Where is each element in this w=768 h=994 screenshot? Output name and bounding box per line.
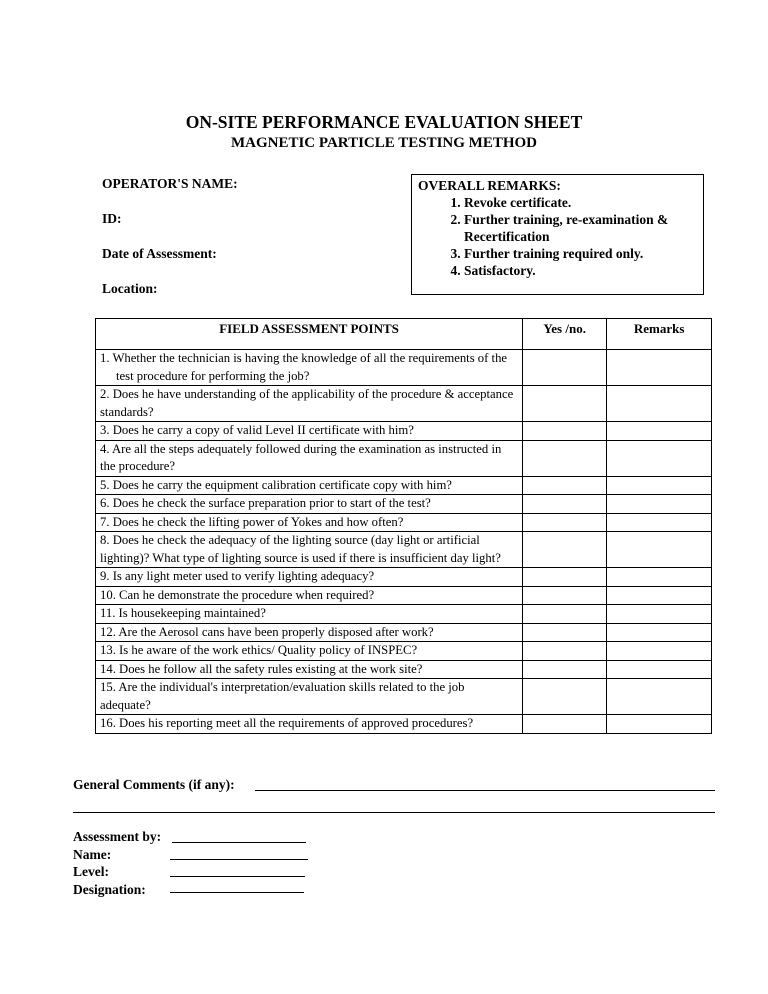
location-label: Location: xyxy=(102,281,158,296)
remarks-cell[interactable] xyxy=(607,679,712,715)
remarks-cell[interactable] xyxy=(607,605,712,624)
yes-no-cell[interactable] xyxy=(523,660,607,679)
name-label: Name: xyxy=(73,847,112,862)
table-row xyxy=(96,660,712,679)
remark-item: 1. Revoke certificate. xyxy=(464,194,703,211)
designation-line[interactable] xyxy=(170,892,304,893)
table-row xyxy=(96,350,712,386)
table-row xyxy=(96,679,712,715)
assessment-question: 12. Are the Aerosol cans have been properly disposed after work? xyxy=(96,623,523,642)
yes-no-cell[interactable] xyxy=(523,532,607,568)
yes-no-cell[interactable] xyxy=(523,642,607,661)
assessment-table xyxy=(95,318,712,734)
general-comments-line-1[interactable] xyxy=(255,790,715,791)
operator-name-label: OPERATOR'S NAME: xyxy=(102,176,238,191)
remarks-cell[interactable] xyxy=(607,422,712,441)
general-comments-line-2[interactable] xyxy=(73,812,715,813)
remarks-cell[interactable] xyxy=(607,386,712,422)
header-remarks: Remarks xyxy=(607,319,712,350)
table-row xyxy=(96,715,712,734)
overall-remarks-title: OVERALL REMARKS: xyxy=(418,178,561,193)
assessment-question: 16. Does his reporting meet all the requirements of approved procedures? xyxy=(96,715,523,734)
yes-no-cell[interactable] xyxy=(523,605,607,624)
assessment-question: 11. Is housekeeping maintained? xyxy=(96,605,523,624)
table-header-row xyxy=(96,319,712,350)
assessment-question: 9. Is any light meter used to verify lighting adequacy? xyxy=(96,568,523,587)
assessment-question: 4. Are all the steps adequately followed during the examination as instructed in the procedure? xyxy=(96,440,523,476)
remarks-cell[interactable] xyxy=(607,532,712,568)
designation-label: Designation: xyxy=(73,882,146,897)
overall-remarks-list xyxy=(418,194,703,279)
page-title: ON-SITE PERFORMANCE EVALUATION SHEET xyxy=(185,112,583,132)
remark-item: 2. Further training, re-examination & Recertification xyxy=(464,211,703,245)
remarks-cell[interactable] xyxy=(607,586,712,605)
assessment-question: 5. Does he carry the equipment calibration certificate copy with him? xyxy=(96,476,523,495)
table-row xyxy=(96,513,712,532)
assessment-question: 13. Is he aware of the work ethics/ Quality policy of INSPEC? xyxy=(96,642,523,661)
yes-no-cell[interactable] xyxy=(523,679,607,715)
level-label: Level: xyxy=(73,864,109,879)
assessment-question: 10. Can he demonstrate the procedure when required? xyxy=(96,586,523,605)
assessment-question: 3. Does he carry a copy of valid Level II certificate with him? xyxy=(96,422,523,441)
table-row xyxy=(96,642,712,661)
header-yes-no: Yes /no. xyxy=(523,319,607,350)
remarks-cell[interactable] xyxy=(607,350,712,386)
assessment-by-label: Assessment by: xyxy=(73,829,162,844)
yes-no-cell[interactable] xyxy=(523,386,607,422)
overall-remarks-box xyxy=(411,174,704,295)
assessment-question: 15. Are the individual's interpretation/evaluation skills related to the job adequate? xyxy=(96,679,523,715)
yes-no-cell[interactable] xyxy=(523,586,607,605)
table-row xyxy=(96,586,712,605)
remarks-cell[interactable] xyxy=(607,660,712,679)
general-comments-label: General Comments (if any): xyxy=(73,777,235,792)
assessment-question: 6. Does he check the surface preparation prior to start of the test? xyxy=(96,495,523,514)
table-row xyxy=(96,623,712,642)
assessment-question: 2. Does he have understanding of the applicability of the procedure & acceptance standards? xyxy=(96,386,523,422)
assessment-question: 7. Does he check the lifting power of Yokes and how often? xyxy=(96,513,523,532)
table-row xyxy=(96,422,712,441)
name-line[interactable] xyxy=(170,859,308,860)
page-subtitle: MAGNETIC PARTICLE TESTING METHOD xyxy=(230,135,538,151)
yes-no-cell[interactable] xyxy=(523,495,607,514)
id-label: ID: xyxy=(102,211,122,226)
table-row xyxy=(96,532,712,568)
yes-no-cell[interactable] xyxy=(523,568,607,587)
assessment-question: 1. Whether the technician is having the knowledge of all the requirements of the test procedure for performing the job? xyxy=(100,351,508,383)
table-row xyxy=(96,495,712,514)
level-line[interactable] xyxy=(170,876,305,877)
remark-item: 3. Further training required only. xyxy=(464,245,703,262)
table-row xyxy=(96,568,712,587)
table-row xyxy=(96,440,712,476)
assessment-question: 14. Does he follow all the safety rules existing at the work site? xyxy=(96,660,523,679)
table-row xyxy=(96,605,712,624)
remarks-cell[interactable] xyxy=(607,568,712,587)
header-assessment-points: FIELD ASSESSMENT POINTS xyxy=(96,319,523,350)
remarks-cell[interactable] xyxy=(607,642,712,661)
assessment-question: 8. Does he check the adequacy of the lighting source (day light or artificial lighting)? What type of lighting source is used if there is insufficient day light? xyxy=(96,532,523,568)
yes-no-cell[interactable] xyxy=(523,623,607,642)
yes-no-cell[interactable] xyxy=(523,422,607,441)
date-of-assessment-label: Date of Assessment: xyxy=(102,246,217,261)
yes-no-cell[interactable] xyxy=(523,476,607,495)
yes-no-cell[interactable] xyxy=(523,715,607,734)
remarks-cell[interactable] xyxy=(607,476,712,495)
table-row xyxy=(96,386,712,422)
remarks-cell[interactable] xyxy=(607,440,712,476)
remarks-cell[interactable] xyxy=(607,715,712,734)
remarks-cell[interactable] xyxy=(607,623,712,642)
yes-no-cell[interactable] xyxy=(523,350,607,386)
remark-item: 4. Satisfactory. xyxy=(464,262,703,279)
yes-no-cell[interactable] xyxy=(523,513,607,532)
remarks-cell[interactable] xyxy=(607,513,712,532)
table-row xyxy=(96,476,712,495)
remarks-cell[interactable] xyxy=(607,495,712,514)
assessment-by-line[interactable] xyxy=(172,842,306,843)
yes-no-cell[interactable] xyxy=(523,440,607,476)
